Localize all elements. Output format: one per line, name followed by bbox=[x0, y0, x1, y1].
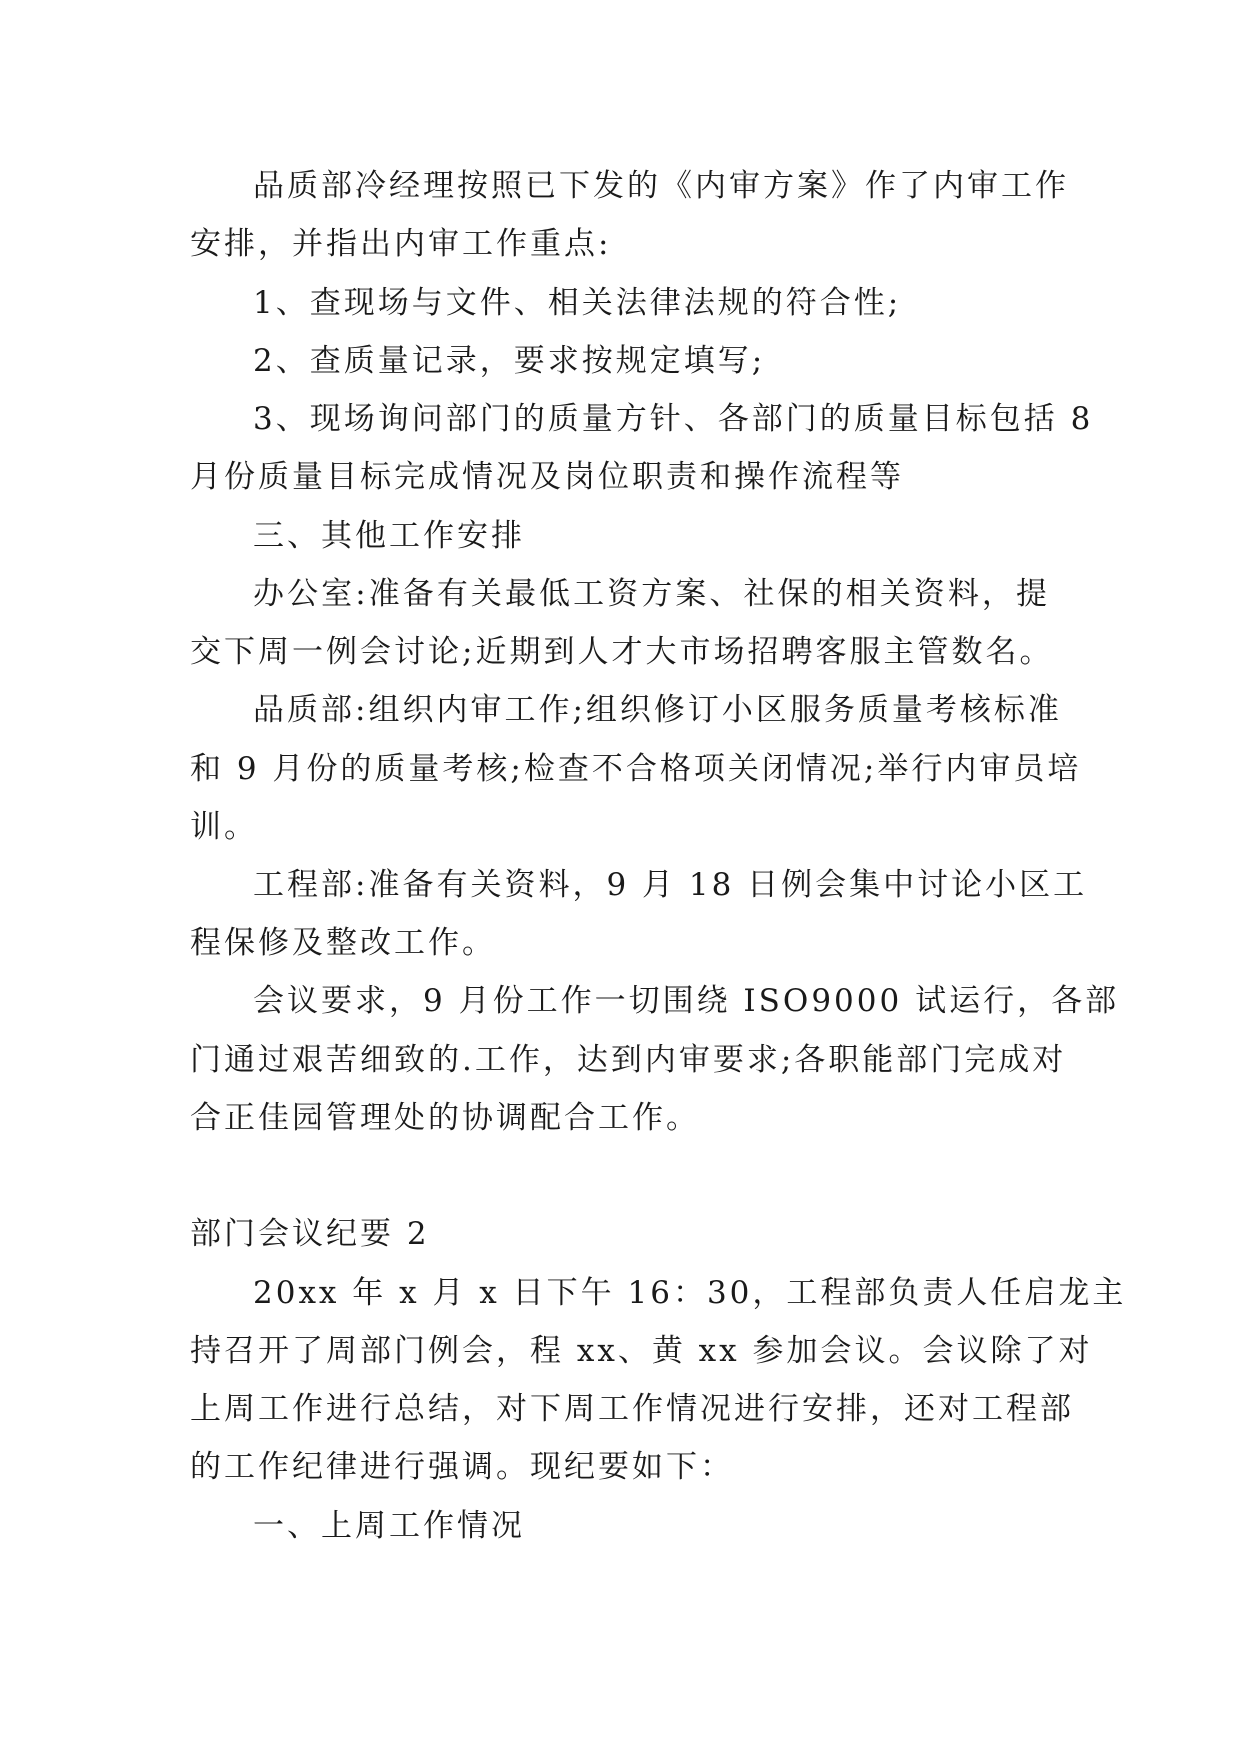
text-line: 20xx 年 x 月 x 日下午 16：30，工程部负责人任启龙主 bbox=[253, 1275, 1127, 1311]
text-line: 月份质量目标完成情况及岗位职责和操作流程等 bbox=[190, 459, 904, 495]
text-line: 持召开了周部门例会，程 xx、黄 xx 参加会议。会议除了对 bbox=[190, 1333, 1093, 1369]
text-line: 和 9 月份的质量考核;检查不合格项关闭情况;举行内审员培 bbox=[190, 751, 1082, 787]
text-line: 1、查现场与文件、相关法律法规的符合性; bbox=[253, 285, 902, 321]
text-line: 的工作纪律进行强调。现纪要如下： bbox=[190, 1449, 734, 1485]
text-line: 门通过艰苦细致的.工作，达到内审要求;各职能部门完成对 bbox=[190, 1042, 1067, 1078]
text-line: 会议要求，9 月份工作一切围绕 ISO9000 试运行，各部 bbox=[253, 983, 1120, 1019]
text-line: 安排，并指出内审工作重点: bbox=[190, 226, 612, 262]
text-line: 2、查质量记录，要求按规定填写; bbox=[253, 343, 766, 379]
text-line: 3、现场询问部门的质量方针、各部门的质量目标包括 8 bbox=[253, 401, 1094, 437]
text-line: 合正佳园管理处的协调配合工作。 bbox=[190, 1100, 700, 1136]
section-heading: 三、其他工作安排 bbox=[253, 518, 525, 554]
text-line: 办公室:准备有关最低工资方案、社保的相关资料，提 bbox=[253, 576, 1050, 612]
text-line: 交下周一例会讨论;近期到人才大市场招聘客服主管数名。 bbox=[190, 634, 1054, 670]
text-line: 程保修及整改工作。 bbox=[190, 925, 496, 961]
text-line: 训。 bbox=[190, 809, 258, 845]
section-heading: 一、上周工作情况 bbox=[253, 1508, 525, 1544]
text-line: 上周工作进行总结，对下周工作情况进行安排，还对工程部 bbox=[190, 1391, 1074, 1427]
text-line: 工程部:准备有关资料，9 月 18 日例会集中讨论小区工 bbox=[253, 867, 1088, 903]
text-line: 品质部:组织内审工作;组织修订小区服务质量考核标准 bbox=[253, 692, 1062, 728]
text-line: 品质部冷经理按照已下发的《内审方案》作了内审工作 bbox=[253, 168, 1069, 204]
document-subtitle: 部门会议纪要 2 bbox=[190, 1216, 430, 1252]
